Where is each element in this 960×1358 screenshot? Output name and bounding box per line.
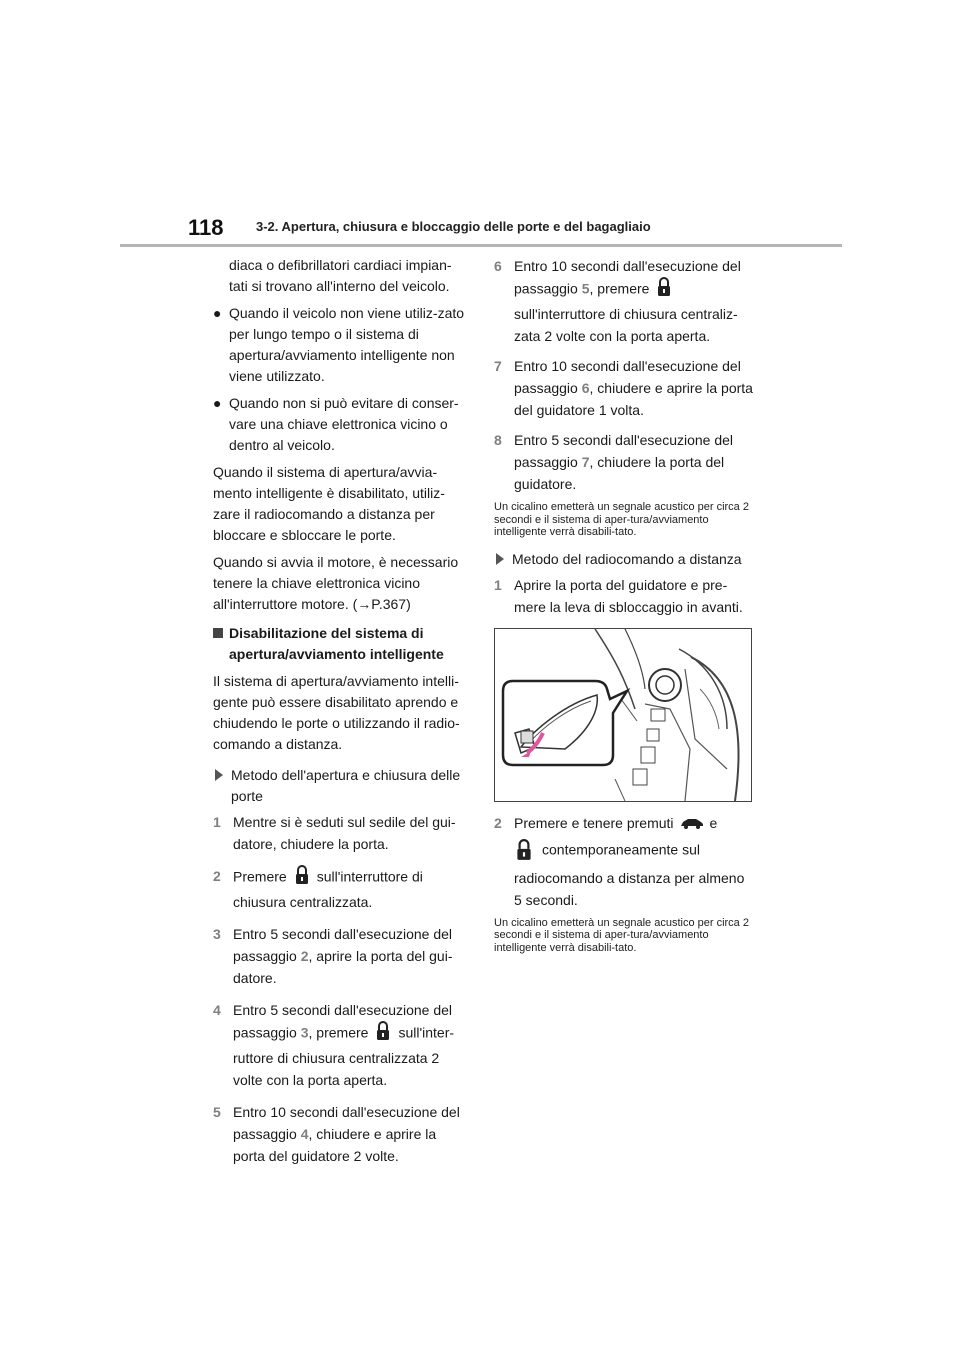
step-item — [494, 255, 756, 347]
step-item — [213, 811, 469, 855]
right-column — [494, 255, 756, 964]
bullet-text: Quando non si può evitare di conser-vare una chiave elettronica vicino o dentro al veicolo. — [229, 395, 459, 453]
subheading — [494, 549, 756, 570]
step-number: 1 — [494, 576, 502, 593]
step-text: Premere e tenere premuti — [514, 814, 674, 831]
section-heading — [213, 623, 469, 665]
step-item — [494, 574, 756, 618]
step-text: Entro 10 secondi dall'esecuzione del passaggio — [233, 1104, 460, 1142]
step-text: , premere — [589, 280, 650, 297]
step-text: , premere — [308, 1024, 369, 1041]
step-item — [213, 999, 469, 1091]
triangle-marker-icon — [215, 769, 223, 781]
arrow-icon: → — [357, 596, 372, 612]
subheading — [213, 765, 469, 807]
subheading-text: Metodo dell'apertura e chiusura delle porte — [231, 767, 461, 804]
chapter-title: 3-2. Apertura, chiusura e bloccaggio delle porte e del bagagliaio — [256, 219, 651, 234]
page-number: 118 — [188, 215, 224, 240]
bullet-dot-icon: ● — [213, 395, 222, 411]
step-item — [494, 355, 756, 421]
step-number: 4 — [213, 1002, 221, 1018]
step-text: , aprire la porta del gui-datore. — [233, 948, 453, 986]
step-text: Aprire la porta del guidatore e pre-mere la leva di sbloccaggio in avanti. — [514, 576, 743, 615]
continued-bullet-text: diaca o defibrillatori cardiaci impian-tati si trovano all'interno del veicolo. — [229, 257, 452, 294]
step-text: Entro 5 secondi dall'esecuzione del passaggio — [233, 1002, 453, 1041]
car-icon — [680, 813, 704, 835]
square-bullet-icon — [213, 628, 223, 638]
header-rule — [120, 244, 842, 247]
step-text: Entro 10 secondi dall'esecuzione del passaggio — [514, 358, 741, 396]
step-number: 7 — [494, 358, 502, 374]
bullet-item — [213, 393, 469, 456]
lock-icon — [657, 277, 671, 303]
left-column — [213, 255, 469, 1173]
lock-icon — [376, 1021, 390, 1047]
step-text: e — [709, 814, 718, 831]
triangle-marker-icon — [496, 553, 504, 565]
lock-icon — [516, 839, 532, 867]
step-item — [494, 429, 756, 495]
step-item — [213, 923, 469, 989]
step-reference: 6 — [581, 380, 590, 396]
note-text: Un cicalino emetterà un segnale acustico per circa 2 secondi e il sistema di aper-tura/avviamento intelligente verrà disabili-tato. — [494, 501, 749, 538]
step-item — [213, 865, 469, 913]
step-text: sull'interruttore di chiusura centraliz-zata 2 volte con la porta aperta. — [514, 306, 738, 344]
lock-icon — [295, 865, 309, 891]
subheading-text: Metodo del radiocomando a distanza — [512, 550, 742, 567]
step-number: 5 — [213, 1104, 221, 1120]
step-reference: 7 — [581, 454, 590, 470]
page-reference[interactable]: P.367) — [371, 596, 411, 612]
bullet-item — [213, 303, 469, 387]
step-number: 2 — [494, 814, 502, 831]
paragraph: Quando il sistema di apertura/avvia-mento intelligente è disabilitato, utiliz-zare il radiocomando a distanza per bloccare e sbloccare le porte. — [213, 464, 445, 543]
step-number: 2 — [213, 868, 221, 884]
step-text: Premere — [233, 868, 287, 885]
step-text: , chiudere e aprire la porta del guidatore 1 volta. — [514, 380, 753, 418]
step-reference: 4 — [300, 1126, 309, 1142]
step-text: sull'inter-ruttore di chiusura centralizzata 2 volte con la porta aperta. — [233, 1024, 455, 1088]
door-unlock-lever-illustration — [494, 628, 752, 802]
paragraph: Il sistema di apertura/avviamento intelli-gente può essere disabilitato aprendo e chiudendo le porte o utilizzando il radio-comando a distanza. — [213, 673, 460, 752]
note-text: Un cicalino emetterà un segnale acustico per circa 2 secondi e il sistema di aper-tura/avviamento intelligente verrà disabili-tato. — [494, 916, 749, 954]
step-number: 8 — [494, 432, 502, 448]
step-reference: 2 — [300, 948, 309, 964]
step-reference: 5 — [581, 280, 590, 297]
paragraph-text: Quando si avvia il motore, è necessario tenere la chiave elettronica vicino all'interruttore motore. ( — [213, 554, 459, 612]
step-text: Entro 10 secondi dall'esecuzione del passaggio — [514, 258, 741, 297]
step-item — [213, 1101, 469, 1167]
step-text: , chiudere la porta del guidatore. — [514, 454, 725, 492]
step-reference: 3 — [300, 1024, 309, 1041]
section-heading-text: Disabilitazione del sistema di apertura/avviamento intelligente — [229, 625, 444, 662]
step-number: 1 — [213, 814, 221, 830]
step-text: Mentre si è seduti sul sedile del gui-datore, chiudere la porta. — [233, 814, 456, 852]
step-text: Entro 5 secondi dall'esecuzione del passaggio — [514, 432, 734, 470]
step-text: contemporaneamente sul radiocomando a distanza per almeno 5 secondi. — [514, 841, 745, 908]
step-text: sull'interruttore di chiusura centralizzata. — [233, 868, 423, 910]
paragraph — [213, 552, 469, 615]
bullet-dot-icon: ● — [213, 305, 222, 321]
step-text: , chiudere e aprire la porta del guidatore 2 volte. — [233, 1126, 437, 1164]
step-number: 3 — [213, 926, 221, 942]
step-text: Entro 5 secondi dall'esecuzione del passaggio — [233, 926, 453, 964]
step-number: 6 — [494, 258, 502, 274]
step-item — [494, 812, 756, 911]
bullet-text: Quando il veicolo non viene utiliz-zato per lungo tempo o il sistema di apertura/avviamento intelligente non viene utilizzato. — [229, 305, 465, 384]
